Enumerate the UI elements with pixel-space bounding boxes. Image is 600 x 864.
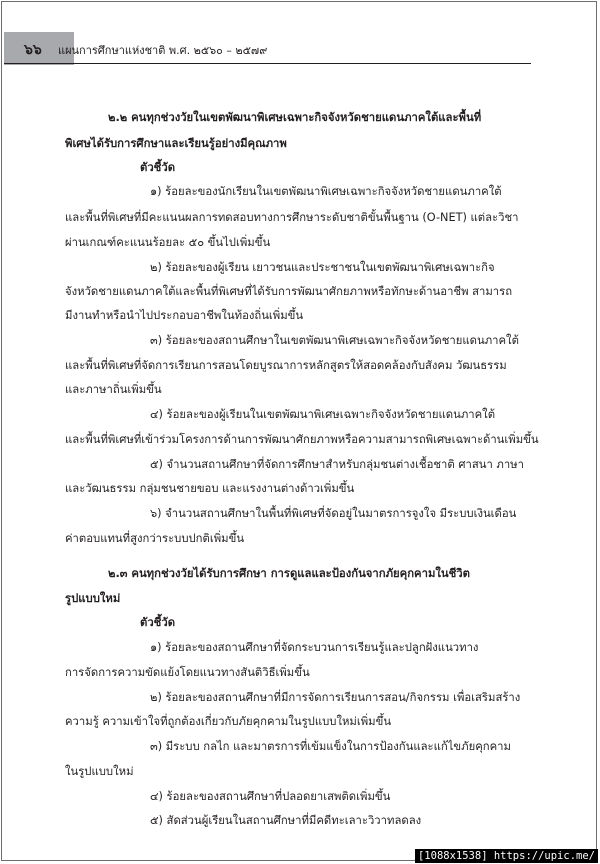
indicator-item: ๒) ร้อยละของผู้เรียน เยาวชนและประชาชนในเขตพัฒนาพิเศษเฉพาะกิจ <box>150 261 495 274</box>
page-header <box>4 32 597 65</box>
section-heading: ๒.๒ คนทุกช่วงวัยในเขตพัฒนาพิเศษเฉพาะกิจจังหวัดชายแดนภาคใต้และพื้นที่ <box>108 111 482 124</box>
indicator-item-cont: จังหวัดชายแดนภาคใต้และพื้นที่พิเศษที่ได้รับการพัฒนาศักยภาพหรือทักษะด้านอาชีพ สามารถ <box>65 285 513 298</box>
indicator-item: ๕) จำนวนสถานศึกษาที่จัดการศึกษาสำหรับกลุ่มชนต่างเชื้อชาติ ศาสนา ภาษา <box>150 458 524 471</box>
section-heading-cont: รูปแบบใหม่ <box>65 592 121 605</box>
indicator-item: ๔) ร้อยละของสถานศึกษาที่ปลอดยาเสพติดเพิ่มขึ้น <box>150 790 391 803</box>
indicator-item: ๒) ร้อยละของสถานศึกษาที่มีการจัดการเรียนการสอน/กิจกรรม เพื่อเสริมสร้าง <box>150 691 521 704</box>
indicator-item-cont: ความรู้ ความเข้าใจที่ถูกต้องเกี่ยวกับภัยคุกคามในรูปแบบใหม่เพิ่มขึ้น <box>65 715 392 728</box>
indicator-item: ๓) มีระบบ กลไก และมาตรการที่เข้มแข็งในการป้องกันและแก้ไขภัยคุกคาม <box>150 740 511 753</box>
indicator-item: ๓) ร้อยละของสถานศึกษาในเขตพัฒนาพิเศษเฉพาะกิจจังหวัดชายแดนภาคใต้ <box>150 334 519 347</box>
indicator-item-cont: และพื้นที่พิเศษที่มีคะแนนผลการทดสอบทางการศึกษาระดับชาติขั้นพื้นฐาน (O-NET) แต่ละวิชา <box>65 211 519 224</box>
indicator-item-cont: และพื้นที่พิเศษที่เข้าร่วมโครงการด้านการพัฒนาศักยภาพหรือความสามารถพิเศษเฉพาะด้านเพิ่มขึ้น <box>65 433 539 446</box>
indicator-item: ๖) จำนวนสถานศึกษาในพื้นที่พิเศษที่จัดอยู่ในมาตรการจูงใจ มีระบบเงินเดือน <box>150 507 517 520</box>
indicator-label: ตัวชี้วัด <box>140 616 176 629</box>
indicator-item: ๔) ร้อยละของผู้เรียนในเขตพัฒนาพิเศษเฉพาะกิจจังหวัดชายแดนภาคใต้ <box>150 408 496 421</box>
indicator-item-cont: ในรูปแบบใหม่ <box>65 765 134 778</box>
indicator-item-cont: และวัฒนธรรม กลุ่มชนชายขอบ และแรงงานต่างด้าวเพิ่มขึ้น <box>65 482 355 495</box>
indicator-item: ๑) ร้อยละของนักเรียนในเขตพัฒนาพิเศษเฉพาะกิจจังหวัดชายแดนภาคใต้ <box>150 185 502 198</box>
indicator-item-cont: การจัดการความขัดแย้งโดยแนวทางสันติวิธีเพิ่มขึ้น <box>65 666 310 679</box>
indicator-item-cont: และภาษาถิ่นเพิ่มขึ้น <box>65 383 162 396</box>
indicator-item-cont: ผ่านเกณฑ์คะแนนร้อยละ ๕๐ ขึ้นไปเพิ่มขึ้น <box>65 236 271 249</box>
header-rule <box>4 63 531 64</box>
source-watermark: [1088x1538] https://upic.me/ <box>415 849 598 863</box>
section-heading: ๒.๓ คนทุกช่วงวัยได้รับการศึกษา การดูแลและป้องกันจากภัยคุกคามในชีวิต <box>108 567 470 580</box>
indicator-item: ๕) สัดส่วนผู้เรียนในสถานศึกษาที่มีคดีทะเลาะวิวาทลดลง <box>150 814 422 827</box>
page-number: ๖๖ <box>24 42 42 58</box>
page-frame <box>1 1 597 861</box>
indicator-item: ๑) ร้อยละของสถานศึกษาที่จัดกระบวนการเรียนรู้และปลูกฝังแนวทาง <box>150 641 479 654</box>
indicator-label: ตัวชี้วัด <box>140 161 176 174</box>
indicator-item-cont: และพื้นที่พิเศษที่จัดการเรียนการสอนโดยบูรณาการหลักสูตรให้สอดคล้องกับสังคม วัฒนธรรม <box>65 359 507 372</box>
running-title: แผนการศึกษาแห่งชาติ พ.ศ. ๒๕๖๐ – ๒๕๗๙ <box>58 44 268 57</box>
section-heading-cont: พิเศษได้รับการศึกษาและเรียนรู้อย่างมีคุณภาพ <box>65 137 287 150</box>
indicator-item-cont: ค่าตอบแทนที่สูงกว่าระบบปกติเพิ่มขึ้น <box>65 532 245 545</box>
indicator-item-cont: มีงานทำหรือนำไปประกอบอาชีพในท้องถิ่นเพิ่มขึ้น <box>65 309 304 322</box>
